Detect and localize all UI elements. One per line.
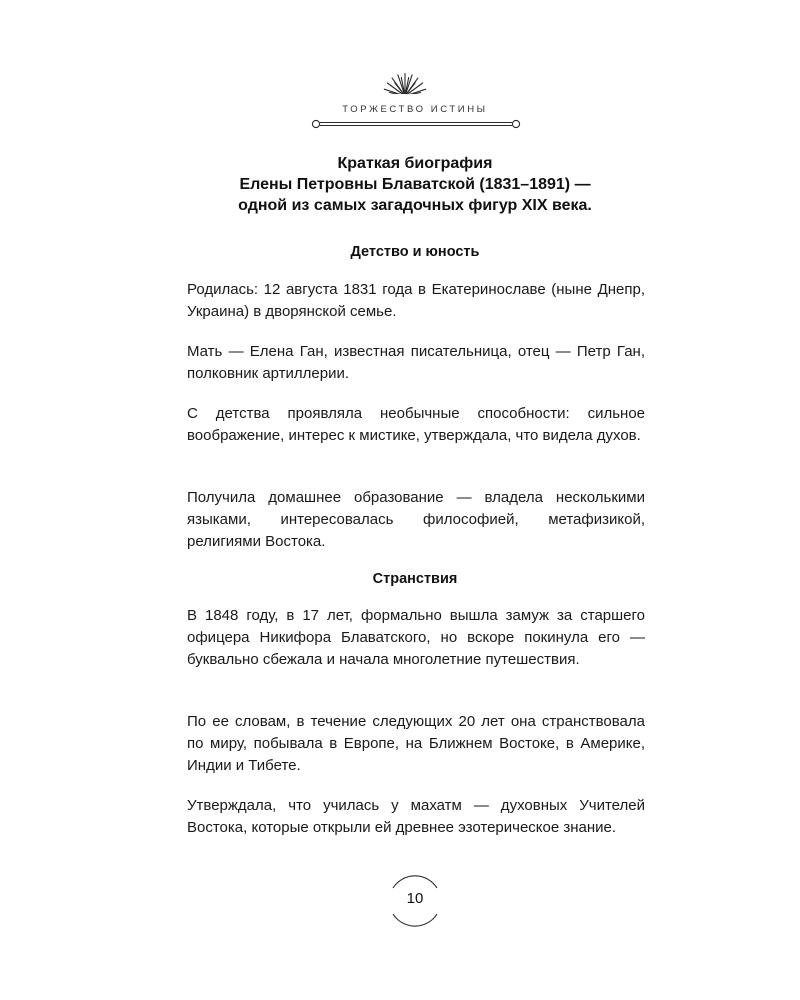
paragraph: В 1848 году, в 17 лет, формально вышла замуж за старшего офицера Никифора Блаватского, но вскоре покинула его — буквально сбежала и начала многолетние путешествия. — [187, 607, 645, 668]
sunburst-ornament-icon — [380, 68, 430, 98]
section-title-childhood: Детство и юность — [350, 244, 480, 260]
paragraph: Утверждала, что училась у махатм — духовных Учителей Востока, которые открыли ей древнее эзотерическое знание. — [187, 797, 645, 836]
paragraph: С детства проявляла необычные способности: сильное воображение, интерес к мистике, утверждала, что видела духов. — [187, 405, 645, 444]
header-divider — [310, 118, 522, 130]
paragraph: По ее словам, в течение следующих 20 лет она странствовала по миру, побывала в Европе, на Ближнем Востоке, в Америке, Индии и Тибете. — [187, 713, 645, 774]
heading-line-3: одной из самых загадочных фигур XIX века. — [238, 197, 592, 214]
running-title: ТОРЖЕСТВО ИСТИНЫ — [342, 104, 488, 115]
page-number-ornament — [383, 870, 447, 932]
heading-line-1: Краткая биография — [337, 155, 493, 172]
section-title-travels: Странствия — [372, 571, 458, 587]
paragraph: Получила домашнее образование — владела несколькими языками, интересовалась философией, метафизикой, религиями Востока. — [187, 489, 645, 550]
page-header — [0, 64, 800, 136]
heading-line-2: Елены Петровны Блаватской (1831–1891) — — [239, 176, 591, 193]
paragraph: Мать — Елена Ган, известная писательница, отец — Петр Ган, полковник артиллерии. — [187, 343, 645, 382]
page-number: 10 — [406, 890, 424, 907]
paragraph: Родилась: 12 августа 1831 года в Екатеринославе (ныне Днепр, Украина) в дворянской семье. — [187, 281, 645, 320]
page-heading — [150, 153, 680, 216]
